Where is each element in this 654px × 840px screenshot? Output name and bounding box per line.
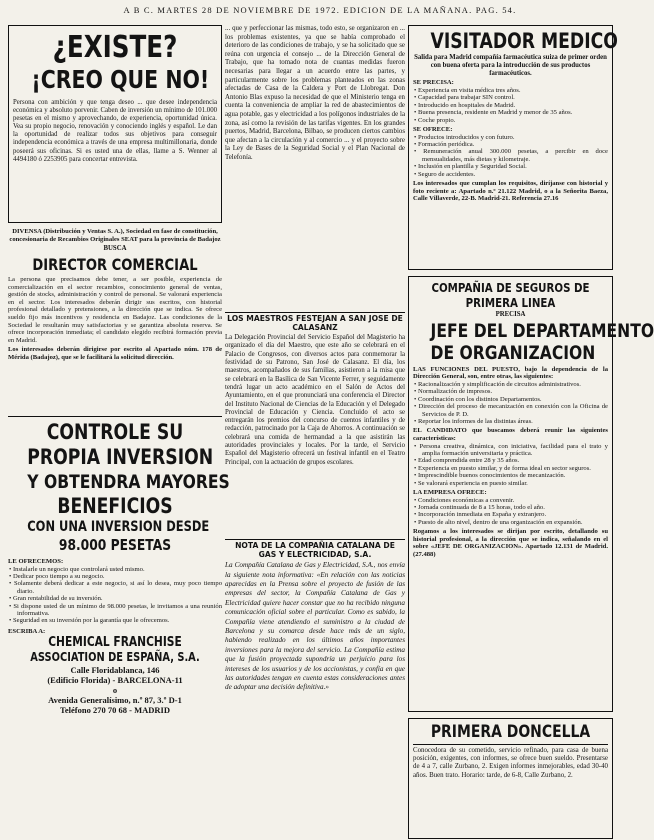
function-item: • Reportar los informes de las distintas áreas. — [414, 418, 533, 426]
controle-ad — [8, 420, 230, 840]
candidate-item: • Edad comprendida entre 28 y 35 años. — [414, 457, 520, 465]
article-2-body: La Delegación Provincial del Servicio Español del Magisterio ha organizado el día del Maestro, que este año se celebrará en el Palacio de Congresos, con diversos actos para conmemorar la festividad de su Patrono, San José de Calasanz. El día, los maestros, acompañados de sus familias, asistieron a la misa que se celebrará en la Basílica de San Vicente Ferrer, y seguidamente tendrá lugar un acto académico en el Salón de Actos del Ayuntamiento, en el que pronunciará una conferencia el Director del Instituto Nacional de Ciencias de la Educación y el Delegado Provincial de Educación y Ciencia. Concluido el acto se entregarán los premios del concurso de cuentos infantiles y de redacción, patrocinado por la Caja de Ahorros. A continuación se celebrará una comida de hermandad a la que asistirán las autoridades provinciales y locales. Por la tarde, el Servicio Español del Magisterio ofrecerá un festival infantil en el Teatro Principal, con la actuación de grupos escolares. — [225, 334, 405, 466]
article-1 — [225, 25, 405, 310]
visitador-offer-title: SE OFRECE: — [413, 126, 453, 134]
director-title: DIRECTOR COMERCIAL — [32, 254, 198, 274]
jefe-precisa: PRECISA — [495, 311, 526, 318]
controle-line-2: PROPIA INVERSION — [27, 445, 214, 469]
article-3-body: La Compañía Catalana de Gas y Electricidad, S.A., nos envía la siguiente nota informativa: «En relación con las noticias aparecidas en la Prensa sobre el proyecto de fusión de las empresas del sector, la Compañía Catalana de Gas y Electricidad quiere hacer constar que no ha recibido ninguna comunicación oficial sobre el particular. Como es sabido, la Compañía viene atendiendo el suministro a la ciudad de Barcelona y su comarca desde hace más de un siglo, habiendo realizado en los últimos años importantes inversiones para la mejora del servicio. La Compañía estima que la fusión proyectada supondría un perjuicio para los intereses de los usuarios y de los accionistas, y confía en que las autoridades tengan en cuenta estas consideraciones antes de adoptar una decisión definitiva.» — [225, 561, 405, 692]
middle-column — [225, 25, 405, 833]
creo-que-no-title: ¡CREO QUE NO! — [31, 65, 210, 94]
divider — [225, 312, 405, 313]
jefe-company: COMPAÑIA DE SEGUROS DE PRIMERA LINEA — [431, 280, 590, 310]
address-4: Teléfono 270 70 68 - MADRID — [60, 705, 170, 716]
controle-line-4: BENEFICIOS — [57, 494, 173, 518]
doncella-body: Conocedora de su cometido, servicio refinado, para casa de buena posición, exigentes, con informes, se ofrece buen sueldo. Presentarse de 4 a 7, calle Zurbano, 2. Exigen informes inmejorables, edad 30-40 años. Buen trato. Horario: tarde, de 6-8, Calle Zurbano, 2. — [413, 747, 608, 779]
article-2-title: LOS MAESTROS FESTEJAN A SAN JOSE DE CALASANZ — [227, 314, 403, 332]
article-2 — [225, 315, 405, 537]
need-item: • Coche propio. — [414, 116, 456, 124]
doncella-ad — [408, 718, 613, 839]
divider — [413, 744, 608, 745]
jefe-ad — [408, 276, 654, 712]
function-item: • Dirección del proceso de mecanización en conexión con la Oficina de Servicios de P. D. — [414, 403, 608, 418]
controle-sub-2: 98.000 PESETAS — [58, 536, 172, 554]
existe-title: ¿EXISTE? — [52, 30, 178, 65]
candidate-item: • Imprescindible buenos conocimientos de mecanización. — [414, 472, 566, 480]
company-offer-item: • Incorporación inmediata en España y extranjero. — [414, 511, 547, 519]
function-item: • Coordinación con los distintos Departamentos. — [414, 395, 542, 403]
need-item: • Buena presencia, residente en Madrid y menor de 35 años. — [414, 109, 573, 117]
director-intro: DIVENSA (Distribución y Ventas S. A.), Sociedad en fase de constitución, concesionaria de Recambios Originales SEAT para la provincia de Badajoz — [9, 228, 221, 243]
address-3: Avenida Generalísimo, n.º 87, 3.º D-1 — [48, 695, 182, 706]
controle-line-3: Y OBTENDRA MAYORES — [27, 471, 230, 493]
need-item: • Experiencia en visita médica tres años. — [414, 86, 521, 94]
jefe-company-offer-title: LA EMPRESA OFRECE: — [413, 489, 487, 497]
article-3 — [225, 542, 405, 822]
offer-item: • Solamente deberá dedicar a este negocio, si así lo desea, muy poco tiempo diario. — [9, 580, 223, 595]
visitador-intro: Salida para Madrid compañía farmacéutica suiza de primer orden con buena oferta para la introducción de sus productos farmacéuticos. — [414, 54, 607, 77]
director-ad — [8, 228, 222, 413]
offer-item: • Dedicar poco tiempo a su negocio. — [9, 573, 105, 580]
article-1-body: ... que y perfeccionar las mismas, todo esto, se organizaron en ... los problemas existentes, ya que se había comprobado el deterioro de las condiciones de trabajo, y se ha solicitado que se reúna con urgencia el consejo ... de la Dirección General de Trabajo, que ha tomado nota de cuantas medidas fueron necesarias para llegar a un acuerdo entre las partes, y particularmente sobre los problemas planteados en las zonas afectadas de Casa de la Caldera y Port de Llobregat. Don Antonio Blas expuso la necesidad de que el Ministerio tenga en cuenta la conveniencia de ampliar la red de abastecimientos de agua potable, gas y electricidad a los polígonos industriales de la zona, así como la revisión de las tarifas vigentes. En los grandes puertos, Madrid, Barcelona, Bilbao, se producen ciertos cambios que afectan a la circulación y al comercio ... y el proyecto sobre la Ley de Bases de la Seguridad Social y el Plan Nacional de Telefonía. — [225, 25, 405, 161]
existe-body: Persona con ambición y que tenga deseo ... que desee independencia económica y absoluto porvenir. Caben de inversión un mínimo de 101.000 pesetas en el mismo y aprovechando, de experiencia, oportunidad única. Vea su propio negocio, renovación y conociendo inglés y español. Le dan la oportunidad de realizar todos sus objetivos para conseguir independencia económica a través de una empresa multimillonaria, donde poseerá sus oficinas. Si es usted una de ellas, llame a S. Wenner al 4494180 ó 2253905 para concertar entrevista. — [13, 99, 217, 163]
company-name-1: CHEMICAL FRANCHISE — [48, 635, 182, 651]
candidate-item: • Se valorará experiencia en puesto similar. — [414, 479, 528, 487]
offer-item: • Formación periódica. — [414, 141, 475, 149]
controle-sub-1: CON UNA INVERSION DESDE — [27, 519, 210, 535]
visitador-ad — [408, 25, 618, 270]
visitador-contact: Los interesados que cumplan los requisitos, diríjanse con historial y foto reciente a: Apartado n.º 21.122 Madrid, o a la Señorita Baeza, Calle Villaverde, 22-B. Madrid-21. Referencia 27.16 — [413, 180, 608, 203]
offers-title: LE OFRECEMOS: — [8, 558, 64, 565]
jefe-title-1: JEFE DEL DEPARTAMENTO — [430, 319, 654, 342]
director-body: La persona que precisamos debe tener, a ser posible, experiencia de comercialización en el sector recambios, conocimiento general de ventas, gestión de stocks, administración y control de personal. Se valorará experiencia en el sector. Los interesados deberán dirigir sus escritos, con historial profesional detallado y pretensiones, a la dirección que se indica. Se ofrece sueldo fijo más incentivos y residencia en Badajoz. Las condiciones de la Sociedad le resultarán muy satisfactorias y se garantiza absoluta reserva. Se ofrece incorporación inmediata; el candidato elegido recibirá formación previa en Madrid. — [8, 275, 222, 344]
jefe-candidate-intro: EL CANDIDATO que buscamos deberá reunir las siguientes características: — [413, 427, 608, 443]
right-column — [408, 25, 654, 833]
offer-item: • Remuneración anual 300.000 pesetas, a percibir en doce mensualidades, más dietas y kilometraje. — [414, 148, 608, 163]
left-column — [8, 25, 230, 833]
offer-item: • Inclusión en plantilla y Seguridad Social. — [414, 163, 527, 171]
company-offer-item: • Condiciones económicas a convenir. — [414, 496, 515, 504]
offer-item: • Seguridad en su inversión por la garantía que le ofrecemos. — [9, 617, 170, 625]
director-contact: Los interesados deberán dirigirse por escrito al Apartado núm. 178 de Mérida (Badajoz), que se le facilitará la solicitud dirección. — [8, 346, 222, 361]
offer-item: • Si dispone usted de un mínimo de 98.000 pesetas, le invitamos a una reunión informativa. — [9, 602, 222, 618]
director-busca: BUSCA — [103, 245, 127, 253]
need-item: • Capacidad para trabajar SIN control. — [414, 94, 515, 102]
divider — [225, 539, 405, 540]
candidate-item: • Experiencia en puesto similar, y de forma ideal en sector seguros. — [414, 464, 591, 472]
jefe-functions-intro: LAS FUNCIONES DEL PUESTO, bajo la dependencia de la Dirección General, son, entre otras, las siguientes: — [413, 365, 608, 381]
company-name-2: ASSOCIATION DE ESPAÑA, S.A. — [30, 650, 200, 665]
company-offer-item: • Puesto de alto nivel, dentro de una organización en expansión. — [414, 518, 583, 526]
offer-item: • Instalarle un negocio que controlará usted mismo. — [9, 565, 145, 573]
function-item: • Normalización de impresos. — [414, 388, 493, 396]
need-item: • Introducido en hospitales de Madrid. — [414, 101, 516, 109]
divider — [8, 416, 222, 417]
jefe-contact: Rogamos a los interesados se dirijan por escrito, detallando su historial profesional, a la dirección que se indica, señalando en el sobre «JEFE DE ORGANIZACION». Apartado 12.131 de Madrid. (27.488) — [413, 528, 608, 559]
article-3-title: NOTA DE LA COMPAÑIA CATALANA DE GAS Y ELECTRICIDAD, S.A. — [235, 541, 395, 559]
address-1: Calle Floridablanca, 146 — [70, 665, 160, 676]
existe-ad — [8, 25, 222, 223]
visitador-title: VISITADOR MEDICO — [430, 29, 618, 53]
function-item: • Racionalización y simplificación de circuitos administrativos. — [414, 380, 581, 388]
write-to: ESCRIBA A: — [8, 627, 46, 635]
doncella-title: PRIMERA DONCELLA — [430, 722, 591, 742]
offer-item: • Productos introducidos y con futuro. — [414, 133, 515, 141]
jefe-title-2: DE ORGANIZACION — [430, 341, 596, 364]
address-or: o — [112, 685, 118, 696]
company-offer-item: • Jornada continuada de 8 a 15 horas, todo el año. — [414, 504, 545, 512]
offer-item: • Gran rentabilidad de su inversión. — [9, 595, 103, 603]
page-header: A B C. MARTES 28 DE NOVIEMBRE DE 1972. EDICION DE LA MAÑANA. PAG. 54. — [123, 5, 517, 15]
visitador-needs-title: SE PRECISA: — [413, 79, 454, 87]
controle-line-1: CONTROLE SU — [46, 420, 184, 444]
offer-item: • Seguro de accidentes. — [414, 170, 476, 178]
candidate-item: • Persona creativa, dinámica, con iniciativa, facilidad para el trato y amplia formación universitaria y práctica. — [414, 442, 608, 458]
address-2: (Edificio Florida) - BARCELONA-11 — [47, 675, 183, 686]
